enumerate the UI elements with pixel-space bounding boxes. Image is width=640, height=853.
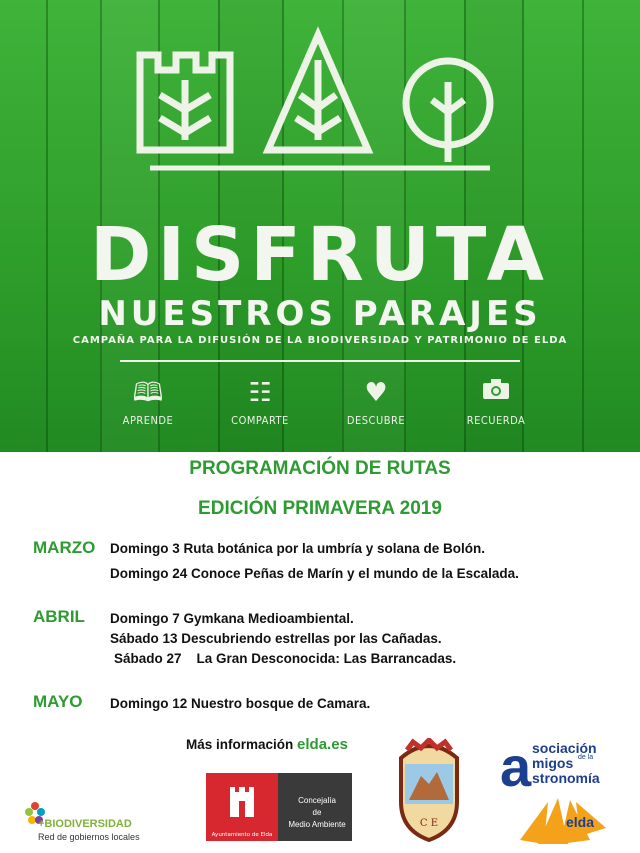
banner-subtitle: NUESTROS PARAJES	[98, 294, 542, 334]
program-edition: EDICIÓN PRIMAVERA 2019	[198, 498, 442, 519]
biodiversidad-logo-sub: Red de gobiernos locales	[38, 832, 140, 842]
route-item: Sábado 13 Descubriendo estrellas por las Cañadas.	[110, 631, 442, 646]
svg-text:a: a	[500, 736, 532, 798]
elda-coat-of-arms-icon	[393, 738, 465, 842]
ayuntamiento-logo	[206, 773, 352, 841]
icon-descubre	[316, 376, 436, 427]
escudo-letters: C E	[419, 818, 439, 829]
ayuntamiento-caption: Ayuntamiento de Elda	[211, 832, 273, 838]
icon-label: APRENDE	[122, 414, 174, 427]
book-icon: 🕮︎	[132, 378, 164, 408]
route-item: Domingo 7 Gymkana Medioambiental.	[110, 611, 354, 626]
icon-label: RECUERDA	[466, 414, 526, 427]
astronomia-line2b: de la	[578, 754, 594, 761]
concejalia-line: de	[312, 808, 322, 817]
icon-label: COMPARTE	[231, 414, 289, 427]
city-emblem-icon	[206, 773, 278, 829]
astronomia-line3: stronomía	[532, 770, 600, 786]
icon-label: DESCUBRE	[346, 414, 406, 427]
more-info-link[interactable]: elda.es	[297, 736, 348, 753]
concejalia-text	[286, 795, 348, 831]
month-abril: ABRIL	[33, 607, 85, 626]
month-mayo: MAYO	[33, 692, 83, 711]
banner-campaign-text: CAMPAÑA PARA LA DIFUSIÓN DE LA BIODIVERSIDAD Y PATRIMONIO DE ELDA	[72, 335, 568, 346]
round-tree-icon	[406, 61, 490, 162]
ayuntamiento-emblem	[206, 773, 278, 841]
speech-bubbles-icon: ☷	[248, 378, 272, 408]
astronomia-line1: sociación	[532, 740, 597, 756]
concejalia-line: Medio Ambiente	[288, 820, 346, 829]
castle-icon	[140, 55, 230, 150]
camera-icon	[436, 376, 556, 410]
biodiversidad-logo-text: +BIODIVERSIDAD	[38, 818, 132, 830]
route-item: Domingo 3 Ruta botánica por la umbría y solana de Bolón.	[110, 541, 486, 556]
route-item: Sábado 27 La Gran Desconocida: Las Barrancadas.	[114, 651, 457, 666]
banner-divider	[120, 360, 520, 362]
astronomia-line2: migos	[532, 755, 574, 771]
icon-comparte	[200, 376, 320, 427]
heart-icon: ♥	[364, 378, 388, 408]
more-info-label: Más información	[186, 737, 294, 752]
concejalia-line: Concejalía	[298, 796, 336, 805]
pine-tree-icon	[268, 35, 368, 150]
route-item: Domingo 12 Nuestro bosque de Camara.	[110, 696, 371, 711]
banner-title: DISFRUTA	[90, 212, 550, 298]
month-marzo: MARZO	[33, 538, 96, 557]
icon-aprende	[88, 376, 208, 427]
astronomia-brand: elda	[566, 814, 595, 830]
icon-recuerda	[436, 376, 556, 427]
more-info	[186, 736, 348, 753]
program-heading: PROGRAMACIÓN DE RUTAS	[189, 458, 451, 479]
route-item: Domingo 24 Conoce Peñas de Marín y el mundo de la Escalada.	[110, 566, 519, 581]
